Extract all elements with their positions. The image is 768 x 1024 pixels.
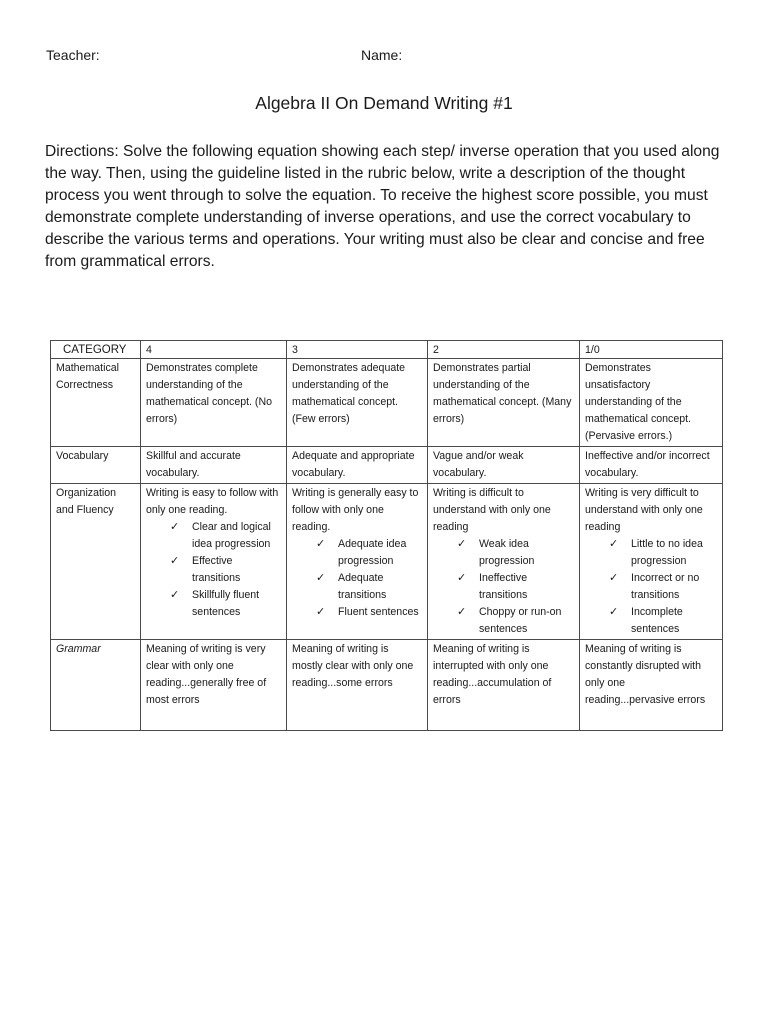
checklist-item	[146, 587, 281, 621]
checklist-item-label: Little to no idea progression	[631, 538, 703, 567]
checkmark-icon: ✓	[609, 538, 619, 550]
rubric-table	[50, 340, 723, 731]
checkmark-icon: ✓	[609, 572, 619, 584]
checklist-item	[292, 570, 422, 604]
rubric-cell: Meaning of writing is interrupted with only one reading...accumulation of errors	[428, 640, 580, 731]
checklist-item	[146, 553, 281, 587]
rubric-cell: Demonstrates unsatisfactory understanding of the mathematical concept. (Pervasive errors.)	[580, 359, 723, 447]
checklist	[146, 519, 281, 621]
rubric-cell: Meaning of writing is very clear with only one reading...generally free of most errors	[141, 640, 287, 731]
page-title: Algebra II On Demand Writing #1	[255, 93, 513, 113]
rubric-cell-intro: Writing is generally easy to follow with only one reading.	[292, 487, 419, 533]
rubric-cell-intro: Writing is very difficult to understand with only one reading	[585, 487, 703, 533]
checklist-item	[292, 536, 422, 570]
rubric-row-math	[51, 359, 723, 447]
rubric-cell: Meaning of writing is mostly clear with only one reading...some errors	[287, 640, 428, 731]
rubric-cell: Meaning of writing is constantly disrupted with only one reading...pervasive errors	[580, 640, 723, 731]
checkmark-icon: ✓	[457, 572, 467, 584]
checkmark-icon: ✓	[170, 555, 180, 567]
checklist	[585, 536, 717, 638]
checklist-item	[433, 604, 574, 638]
rubric-category-cell: Organization and Fluency	[51, 484, 141, 640]
rubric-row-vocabulary	[51, 447, 723, 484]
checklist-item-label: Incorrect or no transitions	[631, 572, 700, 601]
rubric-header-row	[51, 341, 723, 359]
rubric-cell-intro: Writing is difficult to understand with only one reading	[433, 487, 551, 533]
checklist-item	[585, 536, 717, 570]
rubric-category-cell: Vocabulary	[51, 447, 141, 484]
rubric-cell: Demonstrates adequate understanding of the mathematical concept. (Few errors)	[287, 359, 428, 447]
rubric-cell: Vague and/or weak vocabulary.	[428, 447, 580, 484]
checkmark-icon: ✓	[316, 572, 326, 584]
rubric-cell	[287, 484, 428, 640]
checklist-item	[585, 604, 717, 638]
rubric-cell: Adequate and appropriate vocabulary.	[287, 447, 428, 484]
teacher-label: Teacher:	[46, 47, 100, 63]
checkmark-icon: ✓	[457, 538, 467, 550]
checklist-item-label: Effective transitions	[192, 555, 241, 584]
rubric-cell: Skillful and accurate vocabulary.	[141, 447, 287, 484]
rubric-cell: Demonstrates complete understanding of the mathematical concept. (No errors)	[141, 359, 287, 447]
checklist-item	[146, 519, 281, 553]
checkmark-icon: ✓	[316, 538, 326, 550]
rubric-category-cell: Grammar	[51, 640, 141, 731]
checkmark-icon: ✓	[170, 589, 180, 601]
rubric-header-score-2: 2	[428, 341, 580, 359]
checkmark-icon: ✓	[457, 606, 467, 618]
checklist-item-label: Skillfully fluent sentences	[192, 589, 260, 618]
checklist-item-label: Choppy or run-on sentences	[479, 606, 562, 635]
rubric-header-score-1-0: 1/0	[580, 341, 723, 359]
rubric-cell	[428, 484, 580, 640]
rubric-row-grammar	[51, 640, 723, 731]
checklist-item-label: Adequate transitions	[338, 572, 387, 601]
checklist-item	[433, 536, 574, 570]
checklist	[292, 536, 422, 621]
rubric-header-category: CATEGORY	[51, 341, 141, 359]
name-label: Name:	[361, 47, 403, 63]
rubric-cell	[141, 484, 287, 640]
checklist-item	[292, 604, 422, 621]
checklist-item-label: Fluent sentences	[338, 606, 419, 618]
rubric-cell-intro: Writing is easy to follow with only one reading.	[146, 487, 279, 516]
checkmark-icon: ✓	[170, 521, 180, 533]
checklist-item-label: Clear and logical idea progression	[192, 521, 271, 550]
checklist-item	[433, 570, 574, 604]
rubric-cell	[580, 484, 723, 640]
rubric-header-score-3: 3	[287, 341, 428, 359]
directions-text: Directions: Solve the following equation showing each step/ inverse operation that you used along the way. Then, using the guideline listed in the rubric below, write a description of the thought process you went through to solve the equation. To receive the highest score possible, you must demonstrate complete understanding of inverse operations, and use the correct vocabulary to describe the various terms and operations. Your writing must also be clear and concise and free from grammatical errors.	[45, 143, 720, 270]
rubric-category-cell: Mathematical Correctness	[51, 359, 141, 447]
rubric-header-score-4: 4	[141, 341, 287, 359]
rubric-cell: Demonstrates partial understanding of the mathematical concept. (Many errors)	[428, 359, 580, 447]
checkmark-icon: ✓	[609, 606, 619, 618]
rubric-cell: Ineffective and/or incorrect vocabulary.	[580, 447, 723, 484]
rubric-row-organization	[51, 484, 723, 640]
checklist	[433, 536, 574, 638]
checklist-item	[585, 570, 717, 604]
checklist-item-label: Weak idea progression	[479, 538, 535, 567]
checkmark-icon: ✓	[316, 606, 326, 618]
checklist-item-label: Adequate idea progression	[338, 538, 407, 567]
checklist-item-label: Ineffective transitions	[479, 572, 528, 601]
checklist-item-label: Incomplete sentences	[631, 606, 683, 635]
